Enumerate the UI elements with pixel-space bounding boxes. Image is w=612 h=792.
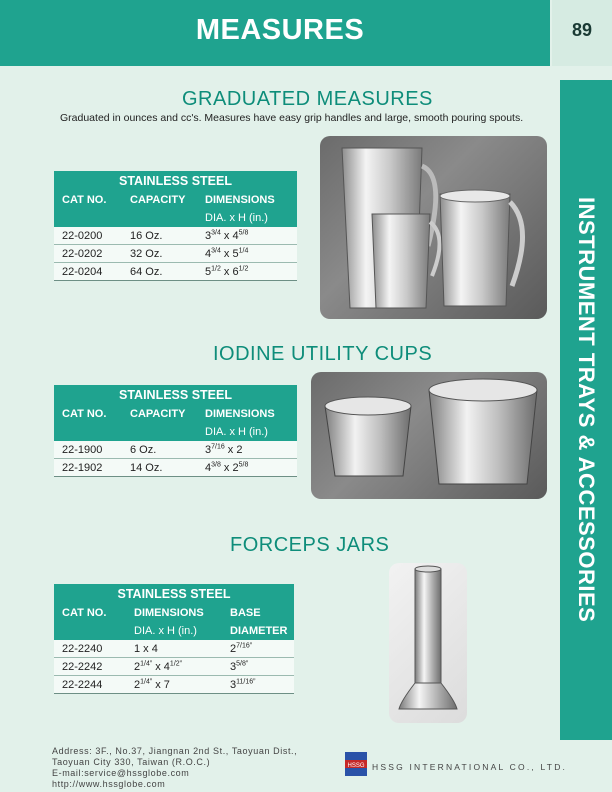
contact-info	[52, 746, 297, 790]
col-cat-no: CAT NO.	[62, 194, 107, 206]
capacity: 6 Oz.	[130, 443, 157, 456]
section-title-forceps-jars: FORCEPS JARS	[230, 534, 390, 556]
product-photo-forceps-jar	[389, 563, 467, 723]
table-row	[54, 658, 294, 676]
col-dimensions: DIMENSIONS	[205, 194, 275, 206]
cat-no: 22-0200	[62, 229, 103, 242]
capacity: 64 Oz.	[130, 265, 163, 278]
email: E-mail:service@hssglobe.com	[52, 768, 190, 778]
page-title: MEASURES	[195, 14, 365, 46]
col-base-sub: DIAMETER	[230, 625, 288, 637]
svg-text:HSSG: HSSG	[347, 763, 365, 769]
page-number-box	[552, 0, 612, 66]
capacity: 14 Oz.	[130, 461, 163, 474]
capacity: 16 Oz.	[130, 229, 163, 242]
col-dimensions: DIMENSIONS	[134, 607, 204, 619]
column-headers	[54, 604, 294, 622]
product-photo-iodine-cups	[311, 372, 547, 499]
cat-no: 22-2244	[62, 678, 103, 691]
table-header	[54, 584, 294, 640]
side-strip	[560, 80, 612, 740]
table-row	[54, 459, 297, 477]
cat-no: 22-2240	[62, 642, 103, 655]
cat-no: 22-0202	[62, 247, 103, 260]
company-logo-icon	[345, 752, 367, 776]
dimensions: 1 x 4	[134, 642, 158, 655]
column-subheaders	[54, 209, 297, 227]
address-line-2: Taoyuan City 330, Taiwan (R.O.C.)	[52, 757, 211, 767]
table-body	[54, 227, 297, 281]
material-label: STAINLESS STEEL	[117, 587, 231, 601]
page-number: 89	[571, 20, 593, 40]
column-headers	[54, 191, 297, 209]
company-name: HSSG INTERNATIONAL CO., LTD.	[372, 762, 568, 772]
company-logo	[345, 752, 367, 776]
table-row	[54, 263, 297, 281]
dimensions: $4^{3/4}$ x $5^{1/4}$	[205, 246, 249, 260]
col-dimensions-sub: DIA. x H (in.)	[205, 426, 268, 438]
table-row	[54, 676, 294, 694]
base-diameter: $2^{7/16”}$	[230, 641, 253, 655]
column-subheaders	[54, 622, 294, 640]
dimensions: $4^{3/8}$ x $2^{5/8}$	[205, 460, 249, 474]
col-dimensions: DIMENSIONS	[205, 408, 275, 420]
table-header	[54, 385, 297, 441]
col-dimensions-sub: DIA. x H (in.)	[134, 625, 197, 637]
measuring-cups-illustration	[320, 136, 547, 319]
spec-table-forceps-jars	[54, 584, 294, 694]
dimensions: $2^{1/4”}$ x 7	[134, 677, 170, 691]
dimensions: $3^{7/16}$ x 2	[205, 442, 243, 456]
section-title-iodine-cups: IODINE UTILITY CUPS	[213, 343, 433, 365]
table-body	[54, 441, 297, 477]
material-label: STAINLESS STEEL	[119, 174, 232, 188]
base-diameter: $3^{5/8”}$	[230, 659, 249, 673]
material-label: STAINLESS STEEL	[119, 388, 232, 402]
forceps-jar-illustration	[389, 563, 467, 723]
col-capacity: CAPACITY	[130, 408, 186, 420]
col-cat-no: CAT NO.	[62, 607, 107, 619]
cat-no: 22-2242	[62, 660, 103, 673]
website-link[interactable]: http://www.hssglobe.com	[52, 779, 166, 789]
column-subheaders	[54, 423, 297, 441]
col-cat-no: CAT NO.	[62, 408, 107, 420]
table-row	[54, 441, 297, 459]
table-row	[54, 640, 294, 658]
side-category-label: INSTRUMENT TRAYS & ACCESSORIES	[574, 197, 599, 623]
table-header	[54, 171, 297, 227]
col-base: BASE	[230, 607, 261, 619]
dimensions: $3^{3/4}$ x $4^{5/8}$	[205, 228, 249, 242]
col-dimensions-sub: DIA. x H (in.)	[205, 212, 268, 224]
address-line-1: Address: 3F., No.37, Jiangnan 2nd St., Taoyuan Dist.,	[52, 746, 298, 756]
table-body	[54, 640, 294, 694]
spec-table-iodine-cups	[54, 385, 297, 477]
capacity: 32 Oz.	[130, 247, 163, 260]
section-description: Graduated in ounces and cc's. Measures have easy grip handles and large, smooth pouring spouts.	[60, 112, 524, 124]
column-headers	[54, 405, 297, 423]
cat-no: 22-0204	[62, 265, 103, 278]
table-row	[54, 227, 297, 245]
dimensions: $2^{1/4”}$ x $4^{1/2”}$	[134, 659, 182, 673]
cat-no: 22-1900	[62, 443, 103, 456]
dimensions: $5^{1/2}$ x $6^{1/2}$	[205, 264, 249, 278]
cat-no: 22-1902	[62, 461, 103, 474]
product-photo-graduated-measures	[320, 136, 547, 319]
col-capacity: CAPACITY	[130, 194, 186, 206]
header-bar	[0, 0, 550, 66]
spec-table-graduated-measures	[54, 171, 297, 281]
iodine-cups-illustration	[311, 372, 547, 499]
section-title-graduated-measures: GRADUATED MEASURES	[182, 88, 433, 110]
base-diameter: $3^{11/16”}$	[230, 677, 256, 691]
table-row	[54, 245, 297, 263]
